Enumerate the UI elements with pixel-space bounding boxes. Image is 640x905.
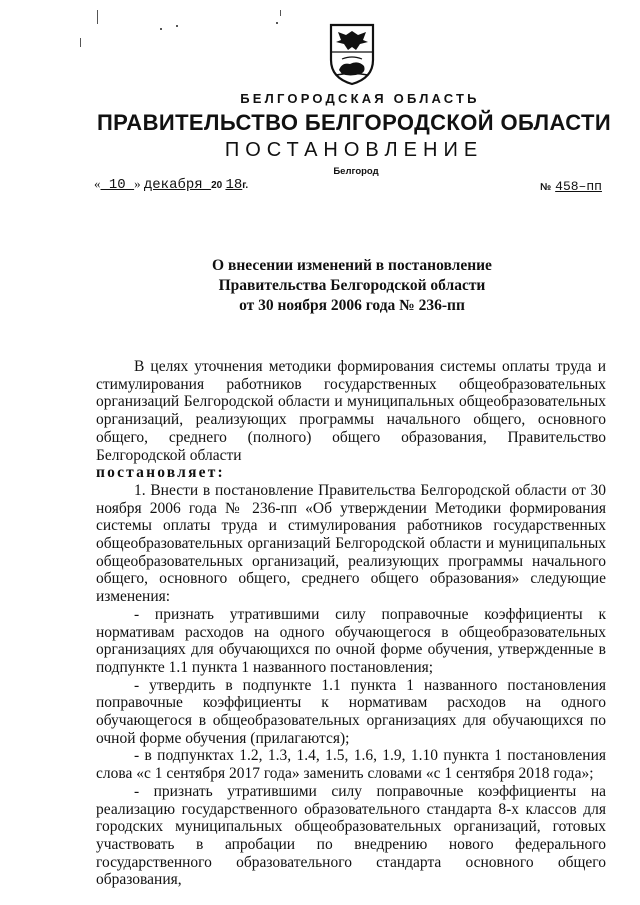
item-1-paragraph: 1. Внести в постановление Правительства Белгородской области от 30 ноября 2006 года № 236-пп «Об утверждении Методики формирования системы оплаты труда и стимулирования работников государственных общеобразовательных организаций Белгородской области и муниципальных общеобразовательных организаций, реализующих программы начального общего, основного общего, среднего общего образования» следующие изменения: [96, 481, 606, 606]
decree-body [96, 358, 606, 889]
date-year-suffix: 18 [225, 177, 243, 193]
resolves-word: постановляет: [96, 464, 225, 482]
date-open-quote: « [94, 176, 101, 191]
coat-of-arms-emblem [328, 22, 376, 86]
number-value: 458–пп [555, 179, 602, 194]
date-year-prefix: 20 [211, 180, 223, 191]
intro-paragraph: В целях уточнения методики формирования системы оплаты труда и стимулирования работников государственных общеобразовательных организаций Белгородской области и муниципальных общеобразовательных организаций, реализующих программы начального общего, основного общего, среднего (полного) общего образования, Правительство Белгородской области [96, 358, 606, 464]
city-name: Белгород [333, 166, 379, 177]
date-close-quote: » [134, 176, 141, 191]
decree-number [540, 177, 602, 195]
government-name: ПРАВИТЕЛЬСТВО БЕЛГОРОДСКОЙ ОБЛАСТИ [96, 110, 612, 135]
decree-date [94, 176, 248, 193]
change-item-1: - признать утратившими силу поправочные коэффициенты к нормативам расходов на одного обучающегося в общеобразовательных организациях для обучающихся по очной форме обучения, утвержденные в подпункте 1.1 пункта 1 названного постановления; [96, 605, 606, 676]
number-label: № [540, 182, 552, 193]
date-day: 10 [100, 177, 135, 193]
document-type: ПОСТАНОВЛЕНИЕ [224, 139, 484, 161]
change-item-3: - в подпунктах 1.2, 1.3, 1.4, 1.5, 1.6, 1.9, 1.10 пункта 1 постановления слова «с 1 сентября 2017 года» заменить словами «с 1 сентября 2018 года»; [96, 747, 606, 783]
region-name: БЕЛГОРОДСКАЯ ОБЛАСТЬ [240, 91, 480, 106]
date-month: декабря [143, 177, 212, 193]
decree-title [32, 256, 640, 316]
change-item-4: - признать утратившими силу поправочные коэффициенты на реализацию государственного образовательного стандарта 8-х классов для городских муниципальных общеобразовательных организаций, готовых участвовать в апробации по внедрению нового федерального государственного образовательного стандарта основного общего образования, [96, 782, 606, 889]
change-item-2: - утвердить в подпункте 1.1 пункта 1 названного постановления поправочные коэффициенты к нормативам расходов на одного обучающегося в общеобразовательных организациях для обучающихся по очной форме обучения (прилагаются); [96, 676, 606, 747]
title-line-1: О внесении изменений в постановление [212, 257, 492, 274]
title-line-3: от 30 ноября 2006 года № 236-пп [239, 297, 465, 314]
title-line-2: Правительства Белгородской области [218, 277, 486, 294]
date-year-mark: г. [242, 180, 249, 191]
